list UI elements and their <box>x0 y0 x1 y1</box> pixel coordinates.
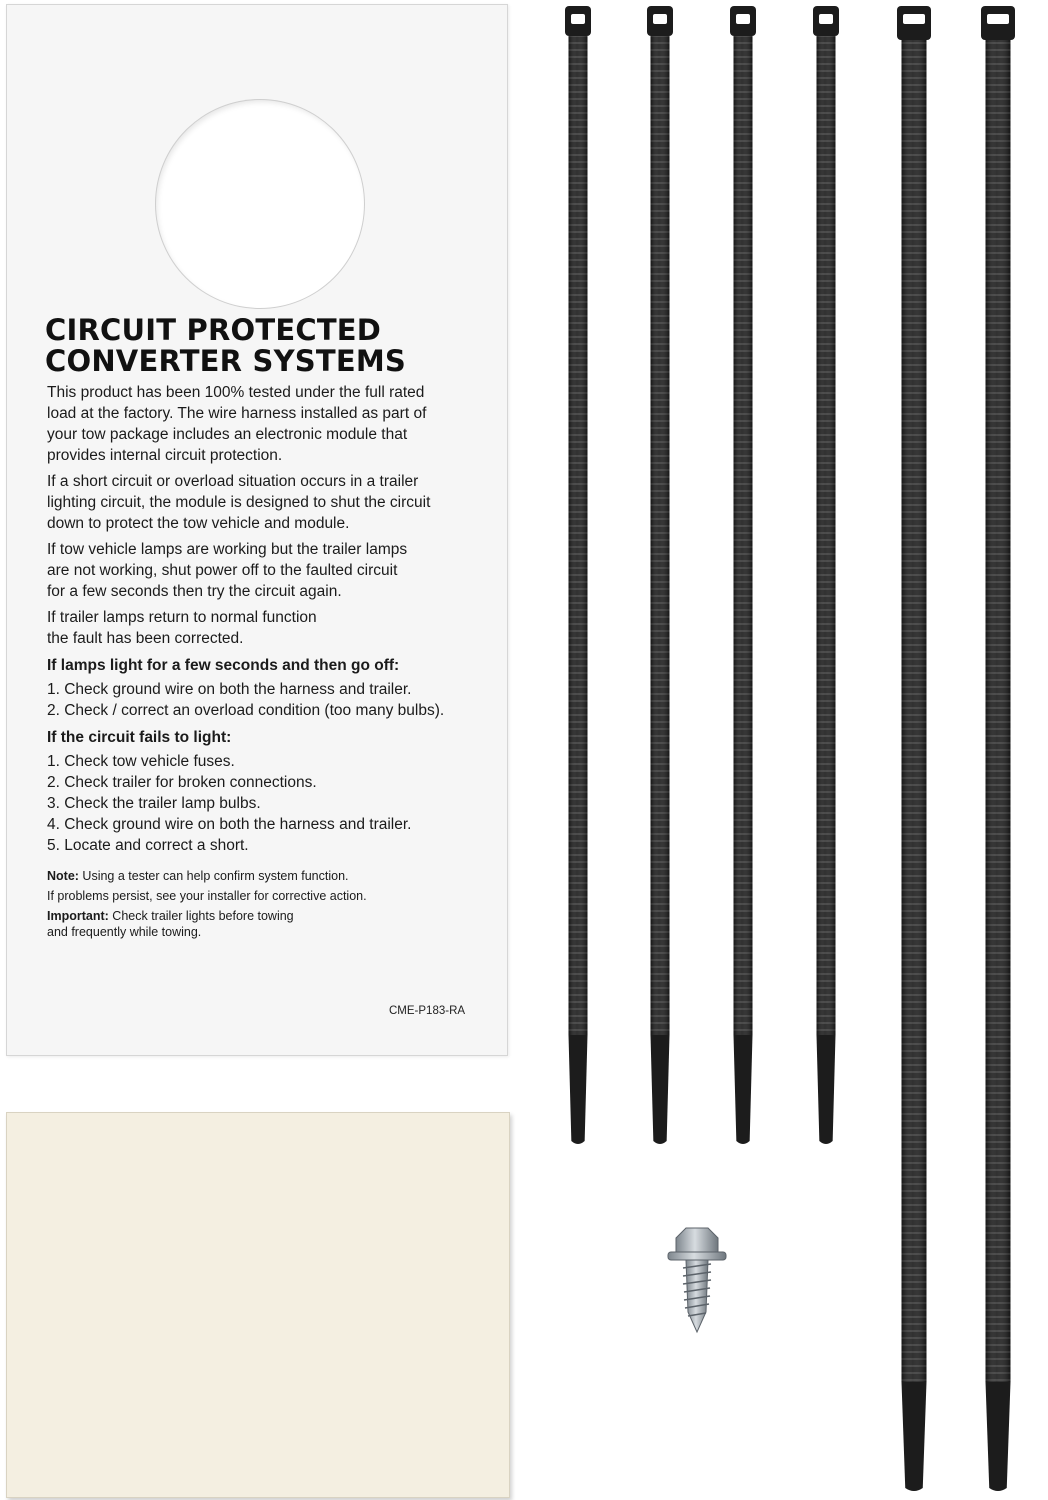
section-fails-to-light-heading: If the circuit fails to light: <box>47 729 232 746</box>
important-line <box>47 908 487 940</box>
cable-tie-icon <box>565 6 591 1144</box>
adhesive-pad <box>6 1112 510 1498</box>
important-text: Check trailer lights before towing and frequently while towing. <box>47 909 294 939</box>
cable-tie-icon <box>897 6 931 1491</box>
section-lamps-go-off-list <box>47 679 487 721</box>
list-item: 3. Check the trailer lamp bulbs. <box>47 795 261 812</box>
section-fails-to-light-list <box>47 751 487 856</box>
paragraph-fault-corrected: If trailer lamps return to normal function the fault has been corrected. <box>47 609 317 647</box>
important-label: Important: <box>47 909 109 923</box>
tag-notes <box>47 868 487 940</box>
cable-tie-icon <box>981 6 1015 1491</box>
tag-title-line-2: CONVERTER SYSTEMS <box>45 344 407 378</box>
paragraph-lamps-not-working: If tow vehicle lamps are working but the trailer lamps are not working, shut power off to the faulted circuit for a few seconds then try the circuit again. <box>47 541 408 600</box>
section-lamps-go-off-heading: If lamps light for a few seconds and then go off: <box>47 657 400 674</box>
list-item: 2. Check / correct an overload condition (too many bulbs). <box>47 702 445 719</box>
list-item: 4. Check ground wire on both the harness and trailer. <box>47 816 412 833</box>
paragraph-tested: This product has been 100% tested under the full rated load at the factory. The wire harness installed as part of your tow package includes an electronic module that provides internal circuit protection. <box>47 384 427 464</box>
note-text: Using a tester can help confirm system function. <box>78 869 349 883</box>
note-line <box>47 868 487 884</box>
hang-hole <box>155 99 365 309</box>
note-label: Note: <box>47 869 79 883</box>
cable-tie-icon <box>730 6 756 1144</box>
list-item: 1. Check tow vehicle fuses. <box>47 753 235 770</box>
list-item: 1. Check ground wire on both the harness and trailer. <box>47 681 412 698</box>
paragraph-short-circuit: If a short circuit or overload situation occurs in a trailer lighting circuit, the module is designed to shut the circuit down to protect the tow vehicle and module. <box>47 473 431 532</box>
instruction-hang-tag <box>6 4 508 1056</box>
product-code: CME-P183-RA <box>389 1005 466 1017</box>
list-item: 2. Check trailer for broken connections. <box>47 774 317 791</box>
cable-tie-icon <box>647 6 673 1144</box>
cable-ties-group <box>540 0 1048 1500</box>
cable-tie-icon <box>813 6 839 1144</box>
list-item: 5. Locate and correct a short. <box>47 837 249 854</box>
screw-icon <box>662 1224 732 1340</box>
tag-body <box>47 382 487 944</box>
tag-title-line-1: CIRCUIT PROTECTED <box>45 313 382 347</box>
persist-line: If problems persist, see your installer for corrective action. <box>47 889 367 903</box>
tag-title <box>45 315 406 377</box>
